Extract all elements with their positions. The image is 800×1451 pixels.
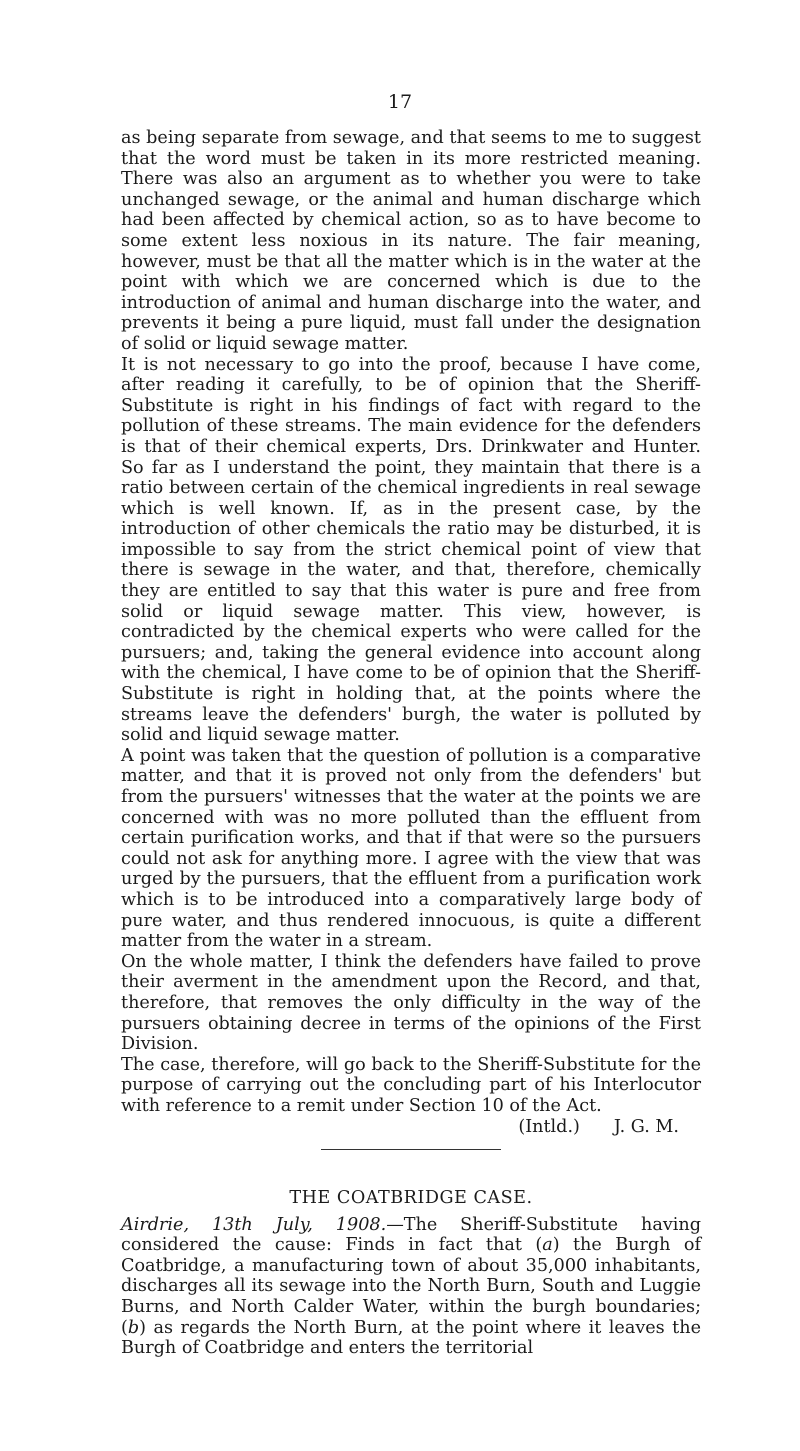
case-paragraph [121,1215,701,1359]
case-item-b: b [127,1317,140,1338]
section-divider [321,1149,501,1150]
paragraph-2: It is not necessary to go into the proof, because I have come, after reading it carefully, to be of opinion that the Sheriff-Substitute is right in his findings of fact with regard to the pollution of these streams. The main evidence for the defenders is that of their chemical experts, Drs. Drinkwater and Hunter. So far as I understand the point, they maintain that there is a ratio between certain of the chemical ingredients in real sewage which is well known. If, as in the present case, by the introduction of other chemicals the ratio may be disturbed, it is impossible to say from the strict chemical point of view that there is sewage in the water, and that, therefore, chemically they are entitled to say that this water is pure and free from solid or liquid sewage matter. This view, however, is contradicted by the chemical experts who were called for the pursuers; and, taking the general evidence into account along with the chemical, I have come to be of opinion that the Sheriff-Substitute is right in holding that, at the points where the streams leave the defenders' burgh, the water is polluted by solid and liquid sewage matter. [121,354,701,746]
paragraph-5: The case, therefore, will go back to the Sheriff-Substitute for the purpose of carrying out the concluding part of his Interlocutor with reference to a remit under Section 10 of the Act. [121,1054,701,1116]
signature-intld: (Intld.) [518,1116,580,1137]
case-text-3: ) as regards the North Burn, at the point where it leaves the Burgh of Coatbridge and enters the territorial [121,1317,701,1359]
case-text-1: —The Sheriff-Substitute having considered the cause: Finds in fact that ( [121,1214,701,1256]
paragraph-4: On the whole matter, I think the defenders have failed to prove their averment in the amendment upon the Record, and that, therefore, that removes the only difficulty in the way of the pursuers obtaining decree in terms of the opinions of the First Division. [121,951,701,1055]
signature-initials: J. G. M. [613,1116,679,1137]
paragraph-3: A point was taken that the question of pollution is a comparative matter, and that it is proved not only from the defenders' but from the pursuers' witnesses that the water at the points we are concerned with was no more polluted than the effluent from certain purification works, and that if that were so the pursuers could not ask for anything more. I agree with the view that was urged by the pursuers, that the effluent from a purification work which is to be introduced into a comparatively large body of pure water, and thus rendered innocuous, is quite a different matter from the water in a stream. [121,745,701,952]
page-number: 17 [387,91,413,113]
paragraph-1: as being separate from sewage, and that seems to me to suggest that the word must be taken in its more restricted meaning. There was also an argument as to whether you were to take unchanged sewage, or the animal and human discharge which had been affected by chemical action, so as to have become to some extent less noxious in its nature. The fair meaning, however, must be that all the matter which is in the water at the point with which we are concerned which is due to the introduction of animal and human discharge into the water, and prevents it being a pure liquid, must fall under the designation of solid or liquid sewage matter. [121,128,701,354]
case-dateline: Airdrie, 13th July, 1908. [121,1214,387,1235]
case-heading: THE COATBRIDGE CASE. [289,1188,533,1209]
case-text-2: ) the Burgh of Coatbridge, a manufacturing town of about 35,000 inhabitants, discharges all its sewage into the North Burn, South and Luggie Burns, and North Calder Water, within the burgh boundaries; ( [121,1235,702,1338]
case-item-a: a [542,1235,553,1256]
body-text [121,128,701,1359]
signature-line [121,1117,701,1138]
